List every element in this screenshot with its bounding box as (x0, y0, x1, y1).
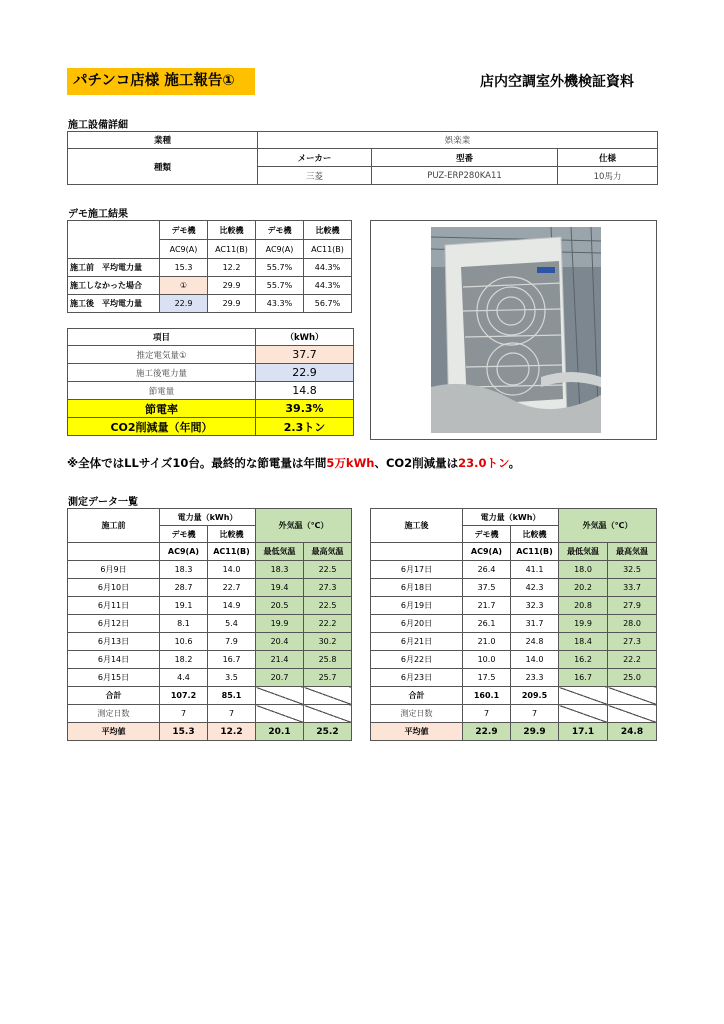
demo-unit-1: AC9(A) (160, 240, 208, 259)
cell: 26.4 (463, 561, 511, 579)
cell: 18.3 (160, 561, 208, 579)
cell: 7 (160, 705, 208, 723)
compare-unit-1: AC11(B) (208, 240, 256, 259)
row-label: 施工後 平均電力量 (68, 295, 160, 313)
co2-reduction-value: 2.3トン (256, 418, 354, 436)
demo-corner (68, 221, 160, 259)
total-row (68, 687, 352, 705)
cell: 21.0 (463, 633, 511, 651)
saving-rate-label: 節電率 (68, 400, 256, 418)
cell: 28.0 (608, 615, 657, 633)
cell: 22.5 (304, 597, 352, 615)
empty-cell (559, 705, 608, 723)
cell: 22.5 (304, 561, 352, 579)
cell: 18.3 (256, 561, 304, 579)
table-row (68, 651, 352, 669)
cell: 16.7 (208, 651, 256, 669)
cell: 12.2 (208, 723, 256, 741)
cell: 24.8 (511, 633, 559, 651)
cell: 29.9 (208, 295, 256, 313)
empty-cell (256, 687, 304, 705)
total-label: 合計 (68, 687, 160, 705)
table-row (68, 295, 352, 313)
cell: 22.2 (608, 651, 657, 669)
cell: 7 (511, 705, 559, 723)
date-cell: 6月14日 (68, 651, 160, 669)
table-row (68, 597, 352, 615)
cell: 21.7 (463, 597, 511, 615)
temp-header: 外気温（℃） (559, 509, 657, 543)
saving-rate-value: 39.3% (256, 400, 354, 418)
table-row (371, 615, 657, 633)
date-cell: 6月11日 (68, 597, 160, 615)
date-cell: 6月23日 (371, 669, 463, 687)
cell: 21.4 (256, 651, 304, 669)
cell: 32.3 (511, 597, 559, 615)
spec-label: 仕様 (558, 149, 658, 167)
outdoor-unit-photo (431, 227, 601, 433)
cell: 20.8 (559, 597, 608, 615)
table-row (68, 633, 352, 651)
cell: 18.2 (160, 651, 208, 669)
saved-power-value: 14.8 (256, 382, 354, 400)
cell: 22.9 (463, 723, 511, 741)
cell: 30.2 (304, 633, 352, 651)
before-label: 施工前 (68, 509, 160, 543)
min-temp-header: 最低気温 (559, 543, 608, 561)
table-row (68, 669, 352, 687)
row-label: 施工前 平均電力量 (68, 259, 160, 277)
note-part-2: 、CO2削減量は (374, 456, 459, 470)
note-highlight-kwh: 5万kWh (326, 456, 375, 470)
cell: 23.3 (511, 669, 559, 687)
cell: 4.4 (160, 669, 208, 687)
cell: 22.7 (208, 579, 256, 597)
empty-cell (304, 705, 352, 723)
avg-row (68, 723, 352, 741)
cell: 33.7 (608, 579, 657, 597)
cell: 31.7 (511, 615, 559, 633)
measurement-section-title: 測定データ一覧 (68, 497, 138, 508)
date-cell: 6月9日 (68, 561, 160, 579)
cell: 20.4 (256, 633, 304, 651)
cell: 7 (463, 705, 511, 723)
cell: 20.5 (256, 597, 304, 615)
demo-head-1: デモ機 (160, 221, 208, 240)
cell: 27.3 (608, 633, 657, 651)
cell: 19.9 (256, 615, 304, 633)
report-title: パチンコ店様 施工報告① (67, 68, 255, 95)
cell: 19.9 (559, 615, 608, 633)
blank-cell (68, 543, 160, 561)
saved-power-label: 節電量 (68, 382, 256, 400)
cell: 24.8 (608, 723, 657, 741)
date-cell: 6月20日 (371, 615, 463, 633)
after-power-value: 22.9 (256, 364, 354, 382)
demo-section-title: デモ施工結果 (68, 209, 128, 220)
cell: 8.1 (160, 615, 208, 633)
cell: 14.9 (208, 597, 256, 615)
before-measurement-table (67, 508, 352, 741)
industry-label: 業種 (68, 132, 258, 149)
empty-cell (559, 687, 608, 705)
table-row (371, 651, 657, 669)
note-highlight-co2: 23.0トン (458, 456, 509, 470)
cell: 19.1 (160, 597, 208, 615)
compare-unit-2: AC11(B) (304, 240, 352, 259)
cell: 55.7% (256, 259, 304, 277)
demo-head-2: デモ機 (256, 221, 304, 240)
model-value: PUZ-ERP280KA11 (372, 167, 558, 185)
cell: 160.1 (463, 687, 511, 705)
date-cell: 6月22日 (371, 651, 463, 669)
spec-value: 10馬力 (558, 167, 658, 185)
co2-reduction-label: CO2削減量（年間） (68, 418, 256, 436)
cell: 25.2 (304, 723, 352, 741)
table-row (68, 259, 352, 277)
days-row (68, 705, 352, 723)
cell: 56.7% (304, 295, 352, 313)
cell: 16.2 (559, 651, 608, 669)
blank-cell (371, 543, 463, 561)
cell: 25.7 (304, 669, 352, 687)
demo-header: デモ機 (463, 526, 511, 543)
cell: 43.3% (256, 295, 304, 313)
cell: 15.3 (160, 259, 208, 277)
date-cell: 6月13日 (68, 633, 160, 651)
cell: 12.2 (208, 259, 256, 277)
table-row (371, 669, 657, 687)
cell: 29.9 (511, 723, 559, 741)
cell: 29.9 (208, 277, 256, 295)
equipment-section-title: 施工設備詳細 (68, 120, 128, 131)
summary-note (67, 455, 520, 471)
avg-label: 平均値 (68, 723, 160, 741)
date-cell: 6月17日 (371, 561, 463, 579)
total-label: 合計 (371, 687, 463, 705)
row-label: 施工しなかった場合 (68, 277, 160, 295)
compare-header: 比較機 (511, 526, 559, 543)
cell: 15.3 (160, 723, 208, 741)
date-cell: 6月10日 (68, 579, 160, 597)
cell: 7 (208, 705, 256, 723)
avg-label: 平均値 (371, 723, 463, 741)
date-cell: 6月18日 (371, 579, 463, 597)
cell: 17.1 (559, 723, 608, 741)
cell: 19.4 (256, 579, 304, 597)
type-label: 種類 (68, 149, 258, 185)
compare-head-2: 比較機 (304, 221, 352, 240)
cell: 44.3% (304, 277, 352, 295)
model-label: 型番 (372, 149, 558, 167)
demo-header: デモ機 (160, 526, 208, 543)
after-label: 施工後 (371, 509, 463, 543)
cell: 27.9 (608, 597, 657, 615)
summary-table (67, 328, 354, 436)
table-row (68, 615, 352, 633)
table-row (371, 597, 657, 615)
date-cell: 6月15日 (68, 669, 160, 687)
table-row (68, 561, 352, 579)
cell: 18.4 (559, 633, 608, 651)
report-subtitle: 店内空調室外機検証資料 (480, 74, 634, 90)
cell: 26.1 (463, 615, 511, 633)
cell: 28.7 (160, 579, 208, 597)
avg-row (371, 723, 657, 741)
cell: 14.0 (208, 561, 256, 579)
cell: 25.0 (608, 669, 657, 687)
cell: 41.1 (511, 561, 559, 579)
table-row (371, 579, 657, 597)
cell: 107.2 (160, 687, 208, 705)
cell: 44.3% (304, 259, 352, 277)
table-row (68, 579, 352, 597)
empty-cell (608, 705, 657, 723)
cell: 85.1 (208, 687, 256, 705)
table-row (371, 633, 657, 651)
maker-label: メーカー (258, 149, 372, 167)
estimated-power-label: 推定電気量① (68, 346, 256, 364)
ac9-header: AC9(A) (463, 543, 511, 561)
demo-results-table (67, 220, 352, 313)
power-header: 電力量（kWh） (463, 509, 559, 526)
empty-cell (608, 687, 657, 705)
maker-value: 三菱 (258, 167, 372, 185)
item-label: 項目 (68, 329, 256, 346)
ac9-header: AC9(A) (160, 543, 208, 561)
cell: 10.0 (463, 651, 511, 669)
after-power-label: 施工後電力量 (68, 364, 256, 382)
max-temp-header: 最高気温 (304, 543, 352, 561)
cell: 5.4 (208, 615, 256, 633)
equipment-table (67, 131, 658, 185)
compare-head-1: 比較機 (208, 221, 256, 240)
cell: 20.1 (256, 723, 304, 741)
cell: 37.5 (463, 579, 511, 597)
cell: 18.0 (559, 561, 608, 579)
estimated-power-value: 37.7 (256, 346, 354, 364)
cell: 16.7 (559, 669, 608, 687)
cell: 32.5 (608, 561, 657, 579)
cell: ① (160, 277, 208, 295)
empty-cell (256, 705, 304, 723)
empty-cell (304, 687, 352, 705)
days-row (371, 705, 657, 723)
date-cell: 6月21日 (371, 633, 463, 651)
cell: 14.0 (511, 651, 559, 669)
ac11-header: AC11(B) (208, 543, 256, 561)
total-row (371, 687, 657, 705)
days-label: 測定日数 (371, 705, 463, 723)
cell: 17.5 (463, 669, 511, 687)
note-part-1: ※全体ではLLサイズ10台。最終的な節電量は年間 (67, 456, 327, 470)
power-header: 電力量（kWh） (160, 509, 256, 526)
cell: 22.2 (304, 615, 352, 633)
cell: 10.6 (160, 633, 208, 651)
cell: 20.2 (559, 579, 608, 597)
days-label: 測定日数 (68, 705, 160, 723)
photo-frame (370, 220, 657, 440)
min-temp-header: 最低気温 (256, 543, 304, 561)
cell: 209.5 (511, 687, 559, 705)
cell: 25.8 (304, 651, 352, 669)
cell: 3.5 (208, 669, 256, 687)
cell: 20.7 (256, 669, 304, 687)
date-cell: 6月12日 (68, 615, 160, 633)
table-row (68, 277, 352, 295)
after-measurement-table (370, 508, 657, 741)
cell: 42.3 (511, 579, 559, 597)
cell: 22.9 (160, 295, 208, 313)
note-part-3: 。 (508, 456, 521, 470)
ac11-header: AC11(B) (511, 543, 559, 561)
cell: 7.9 (208, 633, 256, 651)
unit-label: （kWh） (256, 329, 354, 346)
table-row (371, 561, 657, 579)
date-cell: 6月19日 (371, 597, 463, 615)
cell: 27.3 (304, 579, 352, 597)
max-temp-header: 最高気温 (608, 543, 657, 561)
industry-value: 娯楽業 (258, 132, 658, 149)
compare-header: 比較機 (208, 526, 256, 543)
temp-header: 外気温（℃） (256, 509, 352, 543)
cell: 55.7% (256, 277, 304, 295)
demo-unit-2: AC9(A) (256, 240, 304, 259)
